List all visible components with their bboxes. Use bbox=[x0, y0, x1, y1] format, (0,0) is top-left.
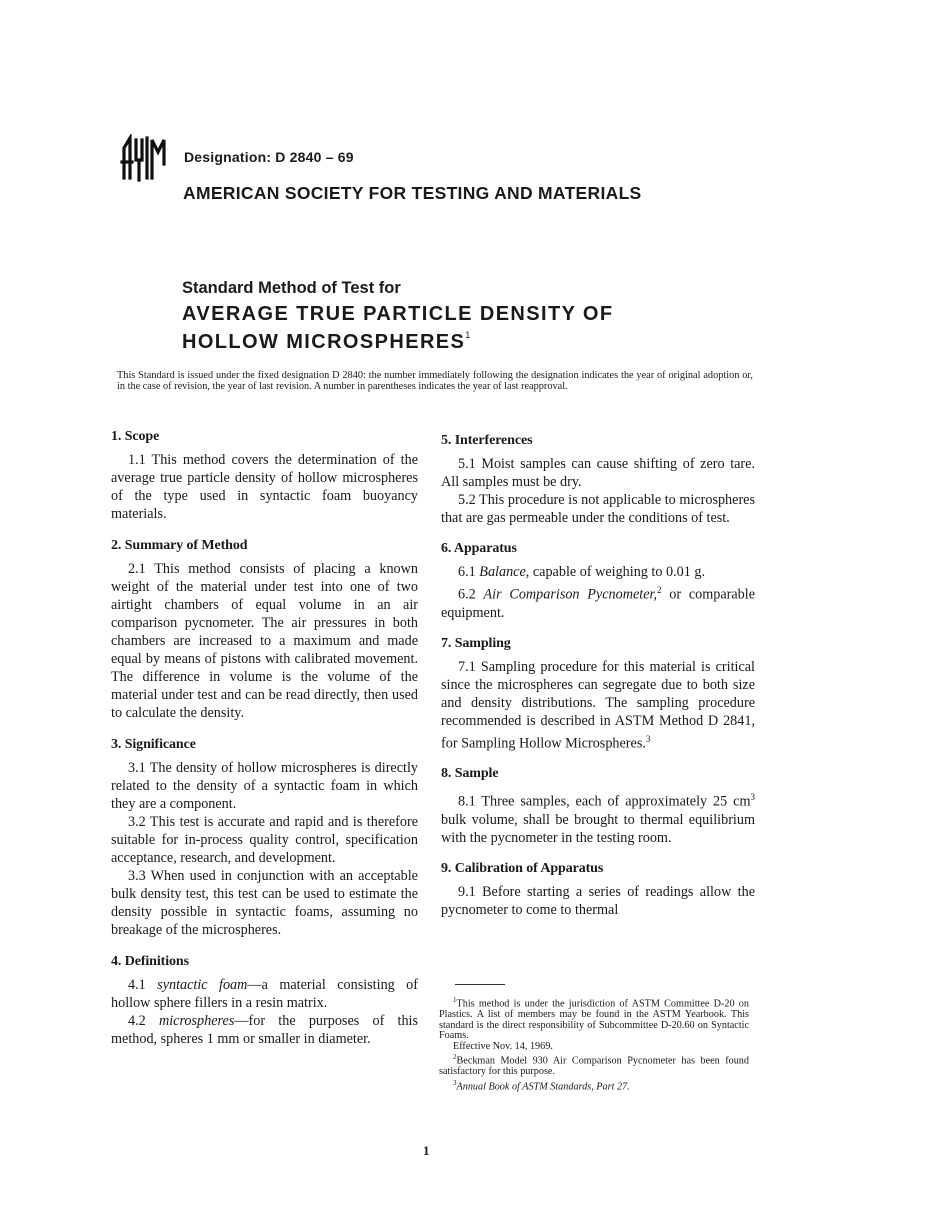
footnote-text: Beckman Model 930 Air Comparison Pycnometer has been found satisfactory for this purpose. bbox=[439, 1055, 749, 1078]
paragraph: 2.1 This method consists of placing a known weight of the material under test into one of two airtight chambers of equal volume in an air comparison pycnometer. The air pressures in both chambers are increased to a maximum and made equal by means of pistons with calibrated movement. The difference in volume is the volume of the material under test and can be read directly, then used to calculate the density. bbox=[111, 561, 418, 721]
defined-term: microspheres bbox=[158, 1013, 235, 1029]
para-number: 6.2 bbox=[458, 586, 484, 603]
section-heading: 2. Summary of Method bbox=[111, 538, 248, 553]
para-text: bulk volume, shall be brought to thermal equilibrium with the pycnometer in the testing room. bbox=[441, 812, 755, 847]
footnote-mark: 3 bbox=[453, 1078, 457, 1087]
apparatus-text: , capable of weighing to 0.01 g. bbox=[525, 564, 706, 580]
footnote-mark: 2 bbox=[453, 1053, 457, 1062]
definition-text: —for the purposes of this method, spheres 1 mm or smaller in diameter. bbox=[111, 1013, 419, 1047]
footnote bbox=[439, 1052, 749, 1078]
section-apparatus bbox=[441, 540, 755, 622]
title-line-2-text: HOLLOW MICROSPHERES bbox=[182, 331, 466, 353]
section-heading: 5. Interferences bbox=[441, 433, 533, 448]
paragraph: 9.1 Before starting a series of readings allow the pycnometer to come to thermal bbox=[441, 884, 755, 919]
page-number: 1 bbox=[423, 1143, 430, 1158]
title-kicker: Standard Method of Test for bbox=[182, 279, 401, 297]
left-column bbox=[111, 428, 418, 1062]
footnote-text: Annual Book of ASTM Standards, Part 27. bbox=[456, 1081, 630, 1093]
footnote-ref: 3 bbox=[645, 733, 651, 744]
paragraph: 3.3 When used in conjunction with an acceptable bulk density test, this test can be used to estimate the density possible in syntactic foams, assuming no breakage of the microspheres. bbox=[111, 868, 418, 938]
definition-text: —a material consisting of hollow sphere fillers in a resin matrix. bbox=[111, 977, 419, 1011]
section-interferences bbox=[441, 432, 755, 527]
para-text: 8.1 Three samples, each of approximately 25 cm bbox=[458, 794, 751, 811]
title-line-1: AVERAGE TRUE PARTICLE DENSITY OF bbox=[182, 303, 614, 325]
defined-term: syntactic foam bbox=[157, 977, 248, 993]
apparatus-term: Balance bbox=[479, 564, 526, 580]
section-heading: 8. Sample bbox=[441, 766, 499, 782]
section-significance bbox=[111, 736, 418, 939]
section-heading: 9. Calibration of Apparatus bbox=[441, 861, 604, 877]
section-calibration bbox=[441, 860, 755, 919]
section-sample bbox=[441, 765, 755, 847]
paragraph: 5.1 Moist samples can cause shifting of zero tare. All samples must be dry. bbox=[441, 456, 755, 490]
section-heading: 3. Significance bbox=[111, 737, 196, 752]
paragraph bbox=[441, 788, 755, 847]
footnote-effective: Effective Nov. 14, 1969. bbox=[453, 1040, 553, 1052]
section-scope bbox=[111, 428, 418, 523]
paragraph: 3.1 The density of hollow microspheres is directly related to the density of a syntactic foam in which they are a component. bbox=[111, 760, 418, 812]
section-summary bbox=[111, 537, 418, 722]
apparatus-text: or comparable equipment. bbox=[441, 586, 755, 621]
footnote-mark: 1 bbox=[453, 996, 457, 1004]
footnote-ref: 2 bbox=[657, 585, 662, 595]
footnotes bbox=[439, 995, 749, 1093]
paragraph: 3.2 This test is accurate and rapid and is therefore suitable for in-process quality control, specification acceptance, research, and development. bbox=[111, 814, 418, 866]
footnote-text: This method is under the jurisdiction of ASTM Committee D-20 on Plastics. A list of members may be found in the ASTM Yearbook. This standard is the direct responsibility of Subcommittee D-20.60 on Syntactic Foams. bbox=[439, 998, 749, 1042]
paragraph bbox=[441, 658, 755, 753]
para-number: 6.1 bbox=[458, 564, 480, 580]
para-number: 4.2 bbox=[128, 1013, 159, 1029]
right-column bbox=[441, 432, 755, 919]
section-heading: 4. Definitions bbox=[111, 954, 189, 969]
paragraph bbox=[441, 563, 755, 581]
title-footnote-mark: 1 bbox=[465, 330, 471, 340]
paragraph: 5.2 This procedure is not applicable to microspheres that are gas permeable under the conditions of test. bbox=[441, 492, 755, 526]
designation: Designation: D 2840 – 69 bbox=[184, 149, 354, 165]
footnote bbox=[439, 1078, 749, 1093]
superscript: 3 bbox=[750, 792, 755, 803]
preamble: This Standard is issued under the fixed designation D 2840: the number immediately following the designation indicates the year of original adoption or, in the case of revision, the year of last revision. A number in parentheses indicates the year of last reapproval. bbox=[117, 370, 753, 392]
section-sampling bbox=[441, 635, 755, 753]
society-name: AMERICAN SOCIETY FOR TESTING AND MATERIALS bbox=[183, 183, 642, 203]
paragraph: 1.1 This method covers the determination of the average true particle density of hollow microspheres of the type used in syntactic foam buoyancy materials. bbox=[111, 452, 418, 522]
para-text: 7.1 Sampling procedure for this material is critical since the microspheres can segregate due to both size and density distributions. The sampling procedure recommended is described in ASTM Method D 2841, for Sampling Hollow Microspheres. bbox=[441, 658, 755, 752]
apparatus-term: Air Comparison Pycnometer, bbox=[483, 586, 657, 603]
paragraph bbox=[111, 976, 418, 1012]
footnote-rule bbox=[455, 984, 505, 985]
astm-logo bbox=[120, 134, 172, 182]
section-heading: 7. Sampling bbox=[441, 635, 511, 651]
para-number: 4.1 bbox=[128, 977, 158, 993]
title-line-2 bbox=[182, 330, 470, 354]
section-heading: 1. Scope bbox=[111, 429, 160, 444]
section-definitions bbox=[111, 953, 418, 1048]
paragraph bbox=[111, 1012, 418, 1048]
paragraph bbox=[441, 581, 755, 622]
footnote bbox=[439, 995, 749, 1042]
section-heading: 6. Apparatus bbox=[441, 541, 517, 556]
